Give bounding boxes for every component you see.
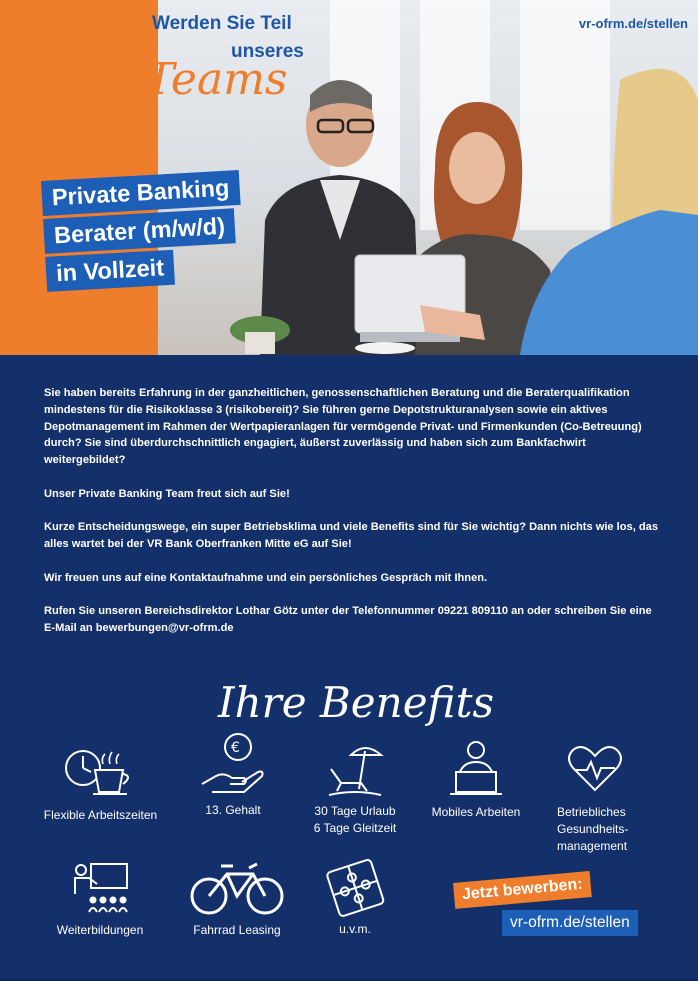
benefit-bike-leasing (182, 858, 292, 939)
benefit-health-management (545, 744, 650, 855)
paragraph-offer: Kurze Entscheidungswege, ein super Betriebsklima und viele Benefits sind für Sie wichtig? Dann nichts wie los, das alles wartet bei der VR Bank Oberfranken Mitte eG auf Sie! (44, 521, 658, 551)
paragraph-requirements: Sie haben bereits Erfahrung in der ganzheitlichen, genossenschaftlichen Beratung und die Beraterqualifikation mindestens für die Risikoklasse 3 (risikobereit)? Sie führen gerne Depotstrukturanalysen sowie ein aktives Depotmanagement im Rahmen der Wertpapieranlagen für vermögende Privat- und Firmenkunden (Co-Betreuung) durch? Sie sind überdurchschnittlich engagiert, äußerst zuverlässig und haben sich zum Bankfachwirt weitergebildet? (44, 387, 642, 467)
headline-line1: Werden Sie Teil (152, 13, 292, 34)
benefit-training (40, 860, 160, 939)
svg-text:€: € (231, 740, 240, 756)
benefit-label: Weiterbildungen (56, 923, 144, 937)
apply-url-link[interactable]: vr-ofrm.de/stellen (502, 910, 638, 936)
bicycle-icon (187, 858, 287, 918)
benefit-vacation (290, 741, 420, 837)
benefit-label: 13. Gehalt (205, 803, 261, 817)
benefit-mobile-work (421, 740, 531, 821)
apply-now-label: Jetzt bewerben: (453, 871, 592, 909)
headline-line2: unseres (231, 41, 304, 62)
benefit-label: 30 Tage Urlaub (314, 804, 396, 818)
hero-photo (0, 0, 698, 355)
heart-pulse-icon (565, 744, 625, 794)
benefit-flexible-hours (33, 740, 168, 824)
paragraph-contact: Rufen Sie unseren Bereichsdirektor Lothar Götz unter der Telefonnummer 09221 809110 an oder schreiben Sie eine E-Mail an bewerbungen@vr-ofrm.de (44, 605, 652, 635)
benefit-label-3: management (557, 839, 628, 853)
benefit-label: u.v.m. (339, 922, 371, 936)
benefit-label: Fahrrad Leasing (193, 923, 281, 937)
laptop-person-icon (448, 740, 504, 798)
job-title-line1: Private Banking (41, 170, 240, 216)
puzzle-icon (320, 855, 390, 919)
paragraph-contact-intro: Wir freuen uns auf eine Kontaktaufnahme und ein persönliches Gespräch mit Ihnen. (44, 571, 488, 584)
benefit-more (315, 855, 395, 938)
job-title-line3: in Vollzeit (45, 250, 175, 292)
svg-text:Ihre Benefits: Ihre Benefits (218, 678, 494, 727)
beach-chair-icon (325, 741, 385, 797)
benefit-label: Mobiles Arbeiten (431, 805, 521, 819)
benefit-label: Flexible Arbeitszeiten (43, 808, 158, 822)
clock-coffee-icon (61, 740, 141, 798)
euro-hand-icon (198, 732, 268, 798)
teams-script-text (143, 42, 288, 112)
presentation-icon (69, 860, 131, 916)
benefits-title (213, 672, 494, 734)
top-url[interactable]: vr-ofrm.de/stellen (578, 16, 688, 31)
job-description (44, 385, 664, 654)
job-title-line2: Berater (m/w/d) (43, 208, 236, 254)
benefit-label-2: 6 Tage Gleitzeit (313, 821, 397, 835)
benefit-label-2: Gesundheits- (557, 822, 629, 836)
svg-text:Teams: Teams (145, 54, 288, 105)
benefit-13th-salary (183, 732, 283, 819)
benefit-label: Betriebliches (557, 805, 626, 819)
job-title-block (41, 170, 245, 295)
paragraph-team: Unser Private Banking Team freut sich auf Sie! (44, 487, 290, 500)
